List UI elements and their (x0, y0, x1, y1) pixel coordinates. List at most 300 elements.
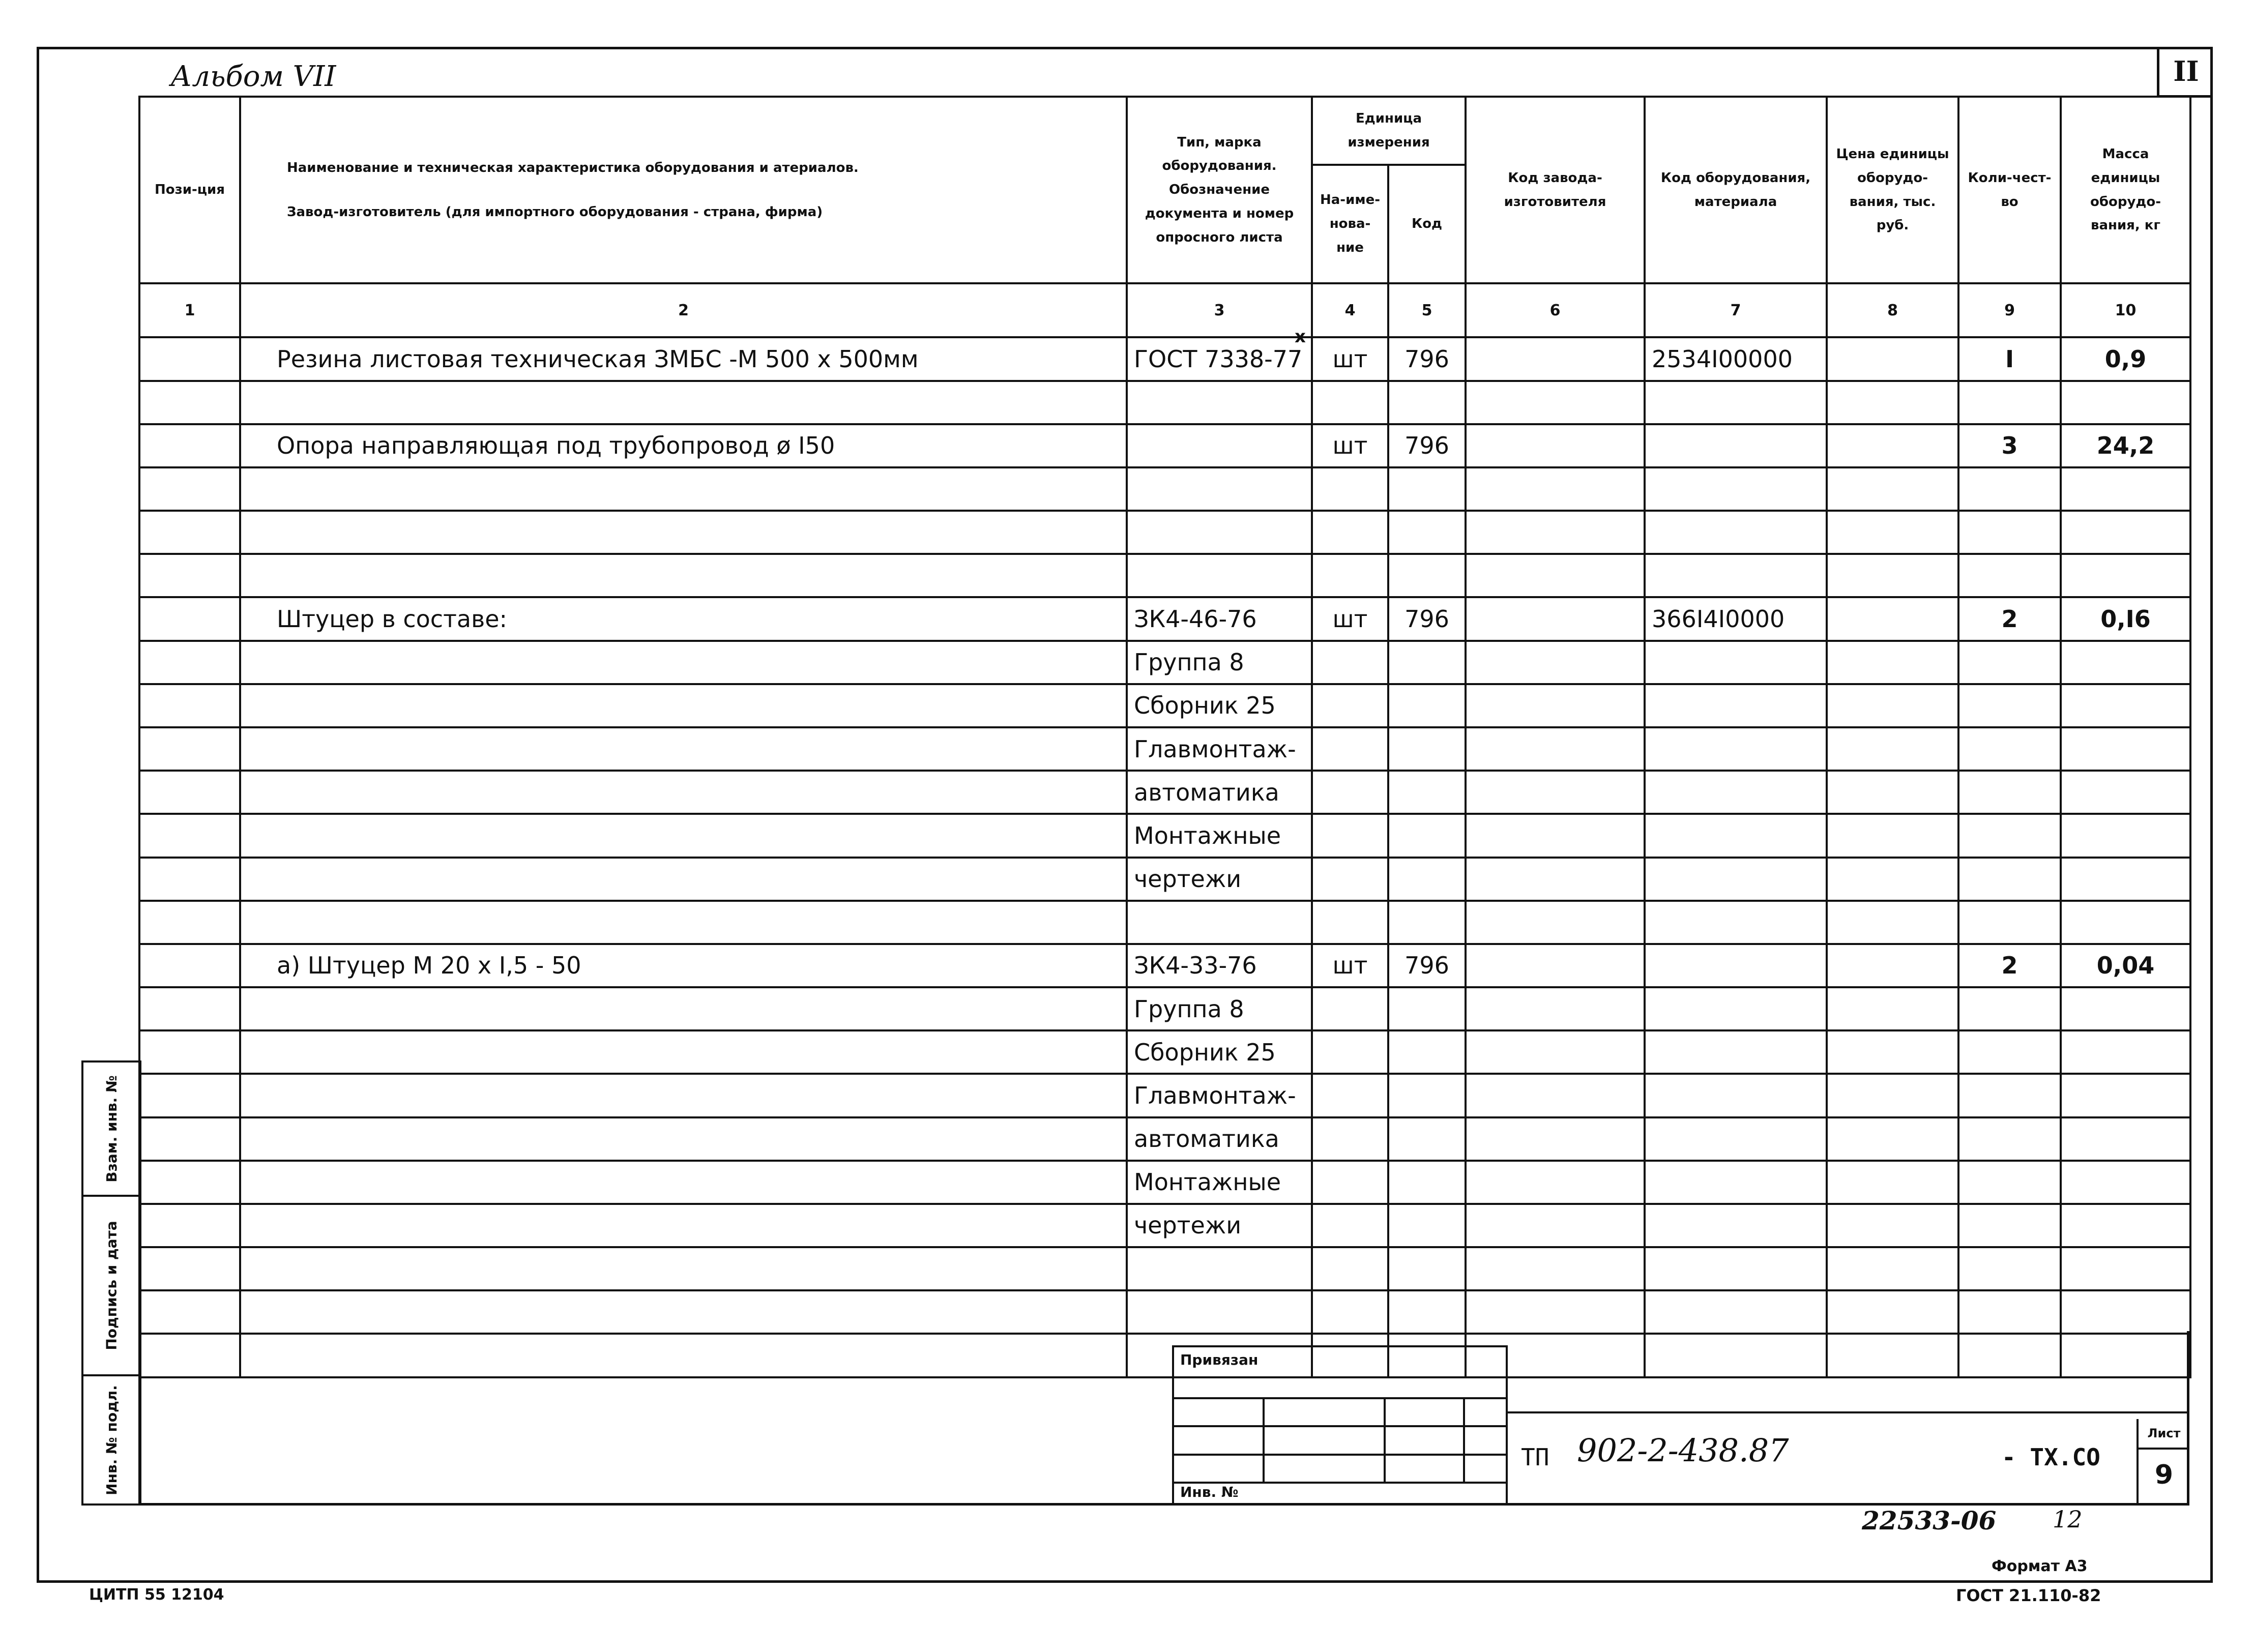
row-quantity (1958, 1161, 2061, 1204)
header-quantity: Коли-чест-во (1958, 97, 2061, 283)
row-unit-code (1388, 1247, 1466, 1290)
row-unit (1312, 1161, 1388, 1204)
row-unit-code (1388, 1074, 1466, 1117)
format-label: Формат А3 (1992, 1557, 2088, 1575)
table-row (139, 1074, 2190, 1117)
row-unit-code (1388, 1161, 1466, 1204)
row-mass (2061, 381, 2190, 424)
row-type (1127, 511, 1312, 554)
row-price (1827, 1290, 1958, 1334)
table-row (139, 511, 2190, 554)
row-position (139, 1204, 240, 1247)
row-factory-code (1466, 1161, 1645, 1204)
row-unit-code (1388, 814, 1466, 857)
table-row (139, 684, 2190, 727)
row-quantity (1958, 1030, 2061, 1074)
row-unit (1312, 1204, 1388, 1247)
row-quantity (1958, 1117, 2061, 1161)
header-mass: Масса единицы оборудо-вания, кг (2061, 97, 2190, 283)
table-row (139, 944, 2190, 987)
row-price (1827, 858, 1958, 901)
row-type: Сборник 25 (1127, 1030, 1312, 1074)
row-name (240, 1074, 1127, 1117)
row-quantity (1958, 814, 2061, 857)
row-name: Опора направляющая под трубопровод ø I50 (240, 424, 1127, 467)
header-row (139, 97, 2190, 165)
header-name-line2: Завод-изготовитель (для импортного оборудования - страна, фирма) (287, 204, 823, 220)
row-unit-code (1388, 467, 1466, 511)
row-factory-code (1466, 1117, 1645, 1161)
row-type: автоматика (1127, 771, 1312, 814)
row-factory-code (1466, 1290, 1645, 1334)
row-quantity (1958, 1247, 2061, 1290)
column-number: 1 (139, 283, 240, 337)
row-mass (2061, 814, 2190, 857)
gost-label: ГОСТ 21.110-82 (1956, 1586, 2101, 1605)
inv-no-label: Инв. № (1180, 1484, 1239, 1500)
row-name (240, 1290, 1127, 1334)
row-unit-code: 796 (1388, 597, 1466, 640)
row-material-code: 2534I00000 (1645, 337, 1827, 380)
row-position (139, 771, 240, 814)
row-factory-code (1466, 554, 1645, 597)
gost-superscript: x (1295, 327, 1306, 347)
row-unit: шт (1312, 424, 1388, 467)
row-material-code (1645, 727, 1827, 771)
row-type (1127, 901, 1312, 944)
row-name (240, 1247, 1127, 1290)
row-position (139, 641, 240, 684)
row-material-code (1645, 901, 1827, 944)
row-quantity (1958, 1074, 2061, 1117)
row-factory-code (1466, 1074, 1645, 1117)
column-number: 4 (1312, 283, 1388, 337)
table-row (139, 1204, 2190, 1247)
row-type: Группа 8 (1127, 987, 1312, 1030)
row-material-code (1645, 858, 1827, 901)
row-mass (2061, 987, 2190, 1030)
row-factory-code (1466, 337, 1645, 380)
row-material-code (1645, 814, 1827, 857)
row-material-code (1645, 1074, 1827, 1117)
row-mass: 0,9 (2061, 337, 2190, 380)
row-type (1127, 1290, 1312, 1334)
row-name (240, 641, 1127, 684)
row-quantity (1958, 858, 2061, 901)
row-factory-code (1466, 641, 1645, 684)
row-mass (2061, 554, 2190, 597)
row-mass: 24,2 (2061, 424, 2190, 467)
table-row (139, 554, 2190, 597)
row-unit: шт (1312, 597, 1388, 640)
row-price (1827, 554, 1958, 597)
column-number: 6 (1466, 283, 1645, 337)
row-unit-code (1388, 727, 1466, 771)
row-quantity (1958, 1290, 2061, 1334)
row-mass (2061, 901, 2190, 944)
row-unit-code (1388, 511, 1466, 554)
row-mass (2061, 1204, 2190, 1247)
row-position (139, 1117, 240, 1161)
stamp-podpis: Подпись и дата (81, 1195, 141, 1376)
table-row (139, 1030, 2190, 1074)
row-mass (2061, 684, 2190, 727)
row-price (1827, 987, 1958, 1030)
row-name (240, 467, 1127, 511)
row-quantity (1958, 1204, 2061, 1247)
row-factory-code (1466, 684, 1645, 727)
row-price (1827, 1117, 1958, 1161)
table-row (139, 1290, 2190, 1334)
row-name: а) Штуцер М 20 х I,5 - 50 (240, 944, 1127, 987)
row-factory-code (1466, 381, 1645, 424)
column-number: 8 (1827, 283, 1958, 337)
row-material-code (1645, 467, 1827, 511)
table-row (139, 467, 2190, 511)
row-mass (2061, 1290, 2190, 1334)
row-material-code (1645, 1030, 1827, 1074)
row-type: Группа 8 (1127, 641, 1312, 684)
row-unit-code (1388, 1117, 1466, 1161)
row-factory-code (1466, 771, 1645, 814)
row-type (1127, 1247, 1312, 1290)
row-position (139, 1290, 240, 1334)
row-material-code: 366I4I0000 (1645, 597, 1827, 640)
row-mass (2061, 1074, 2190, 1117)
row-unit (1312, 1247, 1388, 1290)
row-position (139, 511, 240, 554)
row-unit-code (1388, 771, 1466, 814)
row-quantity: 2 (1958, 597, 2061, 640)
row-unit-code (1388, 901, 1466, 944)
row-quantity (1958, 554, 2061, 597)
row-price (1827, 1204, 1958, 1247)
row-mass: 0,04 (2061, 944, 2190, 987)
doc-prefix: ТП (1521, 1443, 1549, 1471)
table-row (139, 987, 2190, 1030)
row-unit (1312, 901, 1388, 944)
row-material-code (1645, 511, 1827, 554)
header-name-line1: Наименование и техническая характеристика оборудования и атериалов. (287, 160, 859, 175)
row-mass (2061, 771, 2190, 814)
row-price (1827, 511, 1958, 554)
table-row (139, 1161, 2190, 1204)
row-position (139, 684, 240, 727)
row-unit-code (1388, 1030, 1466, 1074)
row-name (240, 858, 1127, 901)
row-unit-code (1388, 641, 1466, 684)
row-name (240, 554, 1127, 597)
row-material-code (1645, 771, 1827, 814)
row-unit-code: 796 (1388, 424, 1466, 467)
header-position: Пози-ция (139, 97, 240, 283)
row-quantity: I (1958, 337, 2061, 380)
row-quantity (1958, 901, 2061, 944)
row-quantity: 2 (1958, 944, 2061, 987)
row-unit (1312, 771, 1388, 814)
table-row (139, 901, 2190, 944)
row-type: чертежи (1127, 1204, 1312, 1247)
row-unit-code (1388, 554, 1466, 597)
row-name (240, 1030, 1127, 1074)
row-type (1127, 424, 1312, 467)
row-name (240, 381, 1127, 424)
doc-suffix: - ТХ.СО (2002, 1443, 2100, 1471)
row-price (1827, 337, 1958, 380)
table-row (139, 858, 2190, 901)
row-unit (1312, 1117, 1388, 1161)
privyazan-block (1172, 1345, 1508, 1506)
row-name: Резина листовая техническая ЗМБС -М 500 х 500мм (240, 337, 1127, 380)
list-box (2137, 1419, 2189, 1506)
row-unit (1312, 511, 1388, 554)
row-type: ЗК4-33-76 (1127, 944, 1312, 987)
row-unit (1312, 987, 1388, 1030)
row-material-code (1645, 1290, 1827, 1334)
row-price (1827, 641, 1958, 684)
row-mass (2061, 858, 2190, 901)
row-unit: шт (1312, 337, 1388, 380)
row-unit-code (1388, 1204, 1466, 1247)
row-price (1827, 814, 1958, 857)
row-type: Монтажные (1127, 814, 1312, 857)
album-note: Альбом VII (170, 60, 336, 93)
row-price (1827, 684, 1958, 727)
row-factory-code (1466, 858, 1645, 901)
row-factory-code (1466, 1204, 1645, 1247)
header-unit-code: Код (1388, 165, 1466, 283)
row-price (1827, 901, 1958, 944)
row-position (139, 467, 240, 511)
table-row (139, 424, 2190, 467)
list-number: 9 (2154, 1460, 2174, 1490)
row-material-code (1645, 641, 1827, 684)
row-type: автоматика (1127, 1117, 1312, 1161)
row-mass (2061, 1030, 2190, 1074)
row-quantity (1958, 727, 2061, 771)
order-number: 22533-06 (1862, 1506, 1997, 1536)
row-mass (2061, 1117, 2190, 1161)
table-row (139, 814, 2190, 857)
row-mass: 0,I6 (2061, 597, 2190, 640)
row-unit (1312, 858, 1388, 901)
row-mass (2061, 511, 2190, 554)
table-row (139, 727, 2190, 771)
row-unit (1312, 727, 1388, 771)
row-price (1827, 1030, 1958, 1074)
row-mass (2061, 1161, 2190, 1204)
print-mark: ЦИТП 55 12104 (89, 1586, 224, 1604)
row-unit-code: 796 (1388, 337, 1466, 380)
row-position (139, 987, 240, 1030)
row-name (240, 771, 1127, 814)
row-quantity: 3 (1958, 424, 2061, 467)
list-label: Лист (2139, 1419, 2189, 1450)
row-price (1827, 1247, 1958, 1290)
row-factory-code (1466, 597, 1645, 640)
table-row (139, 381, 2190, 424)
row-position (139, 597, 240, 640)
specification-table (138, 96, 2191, 1378)
header-type: Тип, марка оборудования. Обозначение документа и номер опросного листа (1127, 97, 1312, 283)
row-price (1827, 597, 1958, 640)
row-unit (1312, 467, 1388, 511)
row-position (139, 1074, 240, 1117)
row-factory-code (1466, 467, 1645, 511)
row-unit-code (1388, 1290, 1466, 1334)
row-unit-code (1388, 684, 1466, 727)
row-price (1827, 944, 1958, 987)
row-position (139, 554, 240, 597)
column-number: 9 (1958, 283, 2061, 337)
row-quantity (1958, 641, 2061, 684)
header-price: Цена единицы оборудо-вания, тыс. руб. (1827, 97, 1958, 283)
table-row (139, 1247, 2190, 1290)
row-material-code (1645, 554, 1827, 597)
row-unit (1312, 684, 1388, 727)
row-price (1827, 771, 1958, 814)
table-row (139, 771, 2190, 814)
row-factory-code (1466, 1247, 1645, 1290)
row-type: Сборник 25 (1127, 684, 1312, 727)
column-number: 7 (1645, 283, 1827, 337)
row-mass (2061, 641, 2190, 684)
row-name (240, 1161, 1127, 1204)
row-unit (1312, 1290, 1388, 1334)
row-name (240, 511, 1127, 554)
row-price (1827, 424, 1958, 467)
stamp-inv-podl: Инв. № подл. (81, 1374, 141, 1506)
column-number: 3 (1127, 283, 1312, 337)
row-name (240, 901, 1127, 944)
row-quantity (1958, 771, 2061, 814)
row-position (139, 944, 240, 987)
header-unit-group: Единица измерения (1312, 97, 1466, 165)
row-unit (1312, 381, 1388, 424)
row-price (1827, 1161, 1958, 1204)
row-mass (2061, 467, 2190, 511)
row-material-code (1645, 987, 1827, 1030)
column-number: 10 (2061, 283, 2190, 337)
row-name (240, 987, 1127, 1030)
row-name (240, 1204, 1127, 1247)
row-factory-code (1466, 511, 1645, 554)
row-unit (1312, 554, 1388, 597)
doc-number: 902-2-438.87 (1577, 1432, 1789, 1469)
row-name (240, 727, 1127, 771)
row-mass (2061, 727, 2190, 771)
row-position (139, 1161, 240, 1204)
row-position (139, 814, 240, 857)
row-position (139, 1247, 240, 1290)
row-type (1127, 467, 1312, 511)
row-position (139, 858, 240, 901)
row-type (1127, 554, 1312, 597)
row-factory-code (1466, 944, 1645, 987)
row-factory-code (1466, 1030, 1645, 1074)
row-quantity (1958, 684, 2061, 727)
row-type: ГОСТ 7338-77 (1127, 337, 1312, 380)
row-factory-code (1466, 987, 1645, 1030)
table-row (139, 641, 2190, 684)
row-position (139, 337, 240, 380)
row-type: Главмонтаж- (1127, 1074, 1312, 1117)
row-quantity (1958, 511, 2061, 554)
order-sheet: 12 (2053, 1506, 2083, 1533)
row-mass (2061, 1247, 2190, 1290)
row-position (139, 1030, 240, 1074)
row-price (1827, 467, 1958, 511)
row-name (240, 1117, 1127, 1161)
row-material-code (1645, 381, 1827, 424)
row-name: Штуцер в составе: (240, 597, 1127, 640)
row-price (1827, 727, 1958, 771)
row-factory-code (1466, 901, 1645, 944)
row-unit (1312, 814, 1388, 857)
header-material-code: Код оборудования, материала (1645, 97, 1827, 283)
row-unit-code (1388, 381, 1466, 424)
stamp-vzam: Взам. инв. № (81, 1060, 141, 1197)
header-name (240, 97, 1127, 283)
row-material-code (1645, 684, 1827, 727)
column-number: 2 (240, 283, 1127, 337)
row-material-code (1645, 1204, 1827, 1247)
row-material-code (1645, 1247, 1827, 1290)
row-material-code (1645, 944, 1827, 987)
sheet-number-top: II (2157, 47, 2213, 98)
row-type: Главмонтаж- (1127, 727, 1312, 771)
row-position (139, 381, 240, 424)
row-factory-code (1466, 814, 1645, 857)
row-quantity (1958, 467, 2061, 511)
row-unit: шт (1312, 944, 1388, 987)
row-material-code (1645, 1117, 1827, 1161)
row-position (139, 901, 240, 944)
row-unit (1312, 1074, 1388, 1117)
row-position (139, 727, 240, 771)
row-quantity (1958, 987, 2061, 1030)
row-type: Монтажные (1127, 1161, 1312, 1204)
row-position (139, 424, 240, 467)
privyazan-label: Привязан (1180, 1351, 1259, 1368)
privyazan-grid (1172, 1397, 1508, 1484)
header-factory-code: Код завода-изготовителя (1466, 97, 1645, 283)
row-name (240, 684, 1127, 727)
table-row (139, 1117, 2190, 1161)
row-factory-code (1466, 727, 1645, 771)
row-type (1127, 381, 1312, 424)
row-name (240, 814, 1127, 857)
row-factory-code (1466, 424, 1645, 467)
column-number: 5 (1388, 283, 1466, 337)
row-material-code (1645, 1161, 1827, 1204)
row-material-code (1645, 424, 1827, 467)
row-quantity (1958, 381, 2061, 424)
header-unit-name: На-име-нова-ние (1312, 165, 1388, 283)
table-row (139, 337, 2190, 380)
row-type: чертежи (1127, 858, 1312, 901)
row-unit (1312, 641, 1388, 684)
table-row (139, 597, 2190, 640)
row-unit-code: 796 (1388, 944, 1466, 987)
row-unit (1312, 1030, 1388, 1074)
row-unit-code (1388, 987, 1466, 1030)
row-price (1827, 1074, 1958, 1117)
row-type: ЗК4-46-76 (1127, 597, 1312, 640)
row-price (1827, 381, 1958, 424)
column-number-row (139, 283, 2190, 337)
row-unit-code (1388, 858, 1466, 901)
